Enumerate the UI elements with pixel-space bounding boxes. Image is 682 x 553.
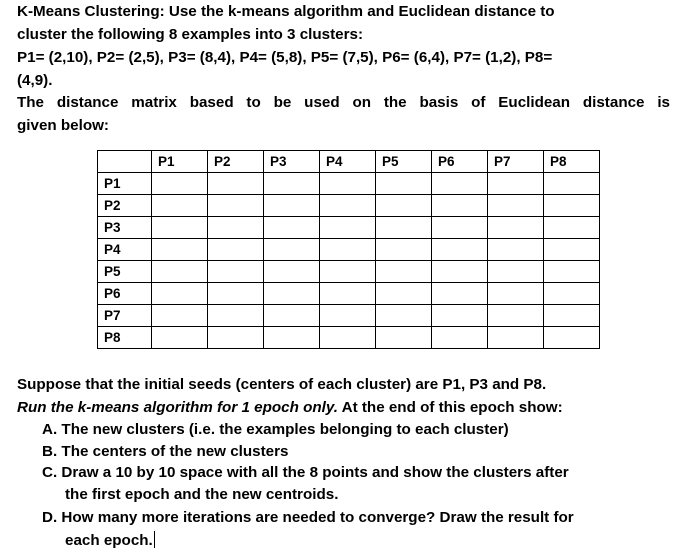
task-line-1: Suppose that the initial seeds (centers of each cluster) are P1, P3 and P8. (17, 376, 547, 393)
list-item-text: The new clusters (i.e. the examples belonging to each cluster) (61, 421, 509, 438)
matrix-empty-cell (208, 261, 264, 283)
problem-title: K-Means Clustering: (17, 3, 165, 20)
matrix-empty-cell (208, 173, 264, 195)
matrix-row (98, 239, 600, 261)
matrix-empty-cell (264, 327, 320, 349)
list-item-text: Draw a 10 by 10 space with all the 8 points and show the clusters after (61, 464, 569, 481)
matrix-empty-cell (320, 239, 376, 261)
matrix-empty-cell (320, 195, 376, 217)
list-item-c (42, 463, 569, 483)
matrix-empty-cell (320, 283, 376, 305)
matrix-row-header: P3 (98, 217, 152, 239)
task-instruction-italic: Run the k-means algorithm for 1 epoch only. (17, 399, 338, 416)
matrix-intro-line-2: given below: (17, 117, 109, 134)
matrix-row (98, 327, 600, 349)
matrix-empty-cell (432, 173, 488, 195)
matrix-empty-cell (544, 261, 600, 283)
matrix-col-header: P7 (488, 151, 544, 173)
matrix-empty-cell (544, 239, 600, 261)
matrix-empty-cell (544, 283, 600, 305)
matrix-empty-cell (376, 305, 432, 327)
matrix-empty-cell (152, 173, 208, 195)
matrix-col-header: P4 (320, 151, 376, 173)
matrix-empty-cell (152, 217, 208, 239)
intro-line-1 (17, 2, 555, 22)
matrix-row-header: P7 (98, 305, 152, 327)
matrix-empty-cell (152, 261, 208, 283)
list-item-d (42, 508, 574, 528)
matrix-empty-cell (488, 305, 544, 327)
matrix-empty-cell (208, 283, 264, 305)
matrix-body (98, 173, 600, 349)
matrix-empty-cell (544, 305, 600, 327)
matrix-empty-cell (264, 283, 320, 305)
matrix-empty-cell (376, 173, 432, 195)
list-item-d-continued-text: each epoch. (65, 532, 153, 549)
task-line-2-text: At the end of this epoch show: (337, 399, 563, 416)
matrix-col-header: P3 (264, 151, 320, 173)
matrix-empty-cell (432, 239, 488, 261)
matrix-empty-cell (544, 173, 600, 195)
list-item-a (42, 420, 509, 440)
matrix-col-header: P5 (376, 151, 432, 173)
list-marker: D. (42, 509, 58, 526)
matrix-empty-cell (488, 239, 544, 261)
matrix-empty-cell (544, 217, 600, 239)
list-marker: C. (42, 464, 58, 481)
matrix-empty-cell (264, 239, 320, 261)
matrix-row-header: P6 (98, 283, 152, 305)
matrix-empty-cell (432, 327, 488, 349)
matrix-row-header: P1 (98, 173, 152, 195)
matrix-empty-cell (264, 195, 320, 217)
list-marker: A. (42, 421, 58, 438)
matrix-empty-cell (152, 305, 208, 327)
matrix-empty-cell (376, 261, 432, 283)
matrix-empty-cell (208, 195, 264, 217)
matrix-empty-cell (432, 217, 488, 239)
matrix-col-header: P6 (432, 151, 488, 173)
matrix-empty-cell (488, 217, 544, 239)
intro-line-1-text: Use the k-means algorithm and Euclidean distance to (164, 3, 555, 20)
matrix-empty-cell (264, 305, 320, 327)
matrix-col-header: P8 (544, 151, 600, 173)
matrix-empty-cell (208, 217, 264, 239)
matrix-col-header: P1 (152, 151, 208, 173)
matrix-empty-cell (152, 283, 208, 305)
matrix-header-row (98, 151, 600, 173)
matrix-empty-cell (432, 283, 488, 305)
matrix-empty-cell (432, 195, 488, 217)
matrix-empty-cell (376, 217, 432, 239)
list-item-b (42, 442, 288, 462)
points-list: P1= (2,10), P2= (2,5), P3= (8,4), P4= (5,8), P5= (7,5), P6= (6,4), P7= (1,2), P8= (17, 49, 553, 66)
list-item-text: How many more iterations are needed to converge? Draw the result for (61, 509, 574, 526)
matrix-row (98, 261, 600, 283)
list-item-d-continued (65, 531, 155, 551)
matrix-empty-cell (320, 173, 376, 195)
matrix-row-header: P2 (98, 195, 152, 217)
points-list-continued: (4,9). (17, 72, 53, 89)
matrix-empty-cell (488, 173, 544, 195)
matrix-empty-cell (544, 195, 600, 217)
matrix-row-header: P5 (98, 261, 152, 283)
matrix-row (98, 283, 600, 305)
matrix-empty-cell (376, 195, 432, 217)
matrix-empty-cell (320, 261, 376, 283)
matrix-empty-cell (432, 261, 488, 283)
matrix-empty-cell (320, 217, 376, 239)
matrix-empty-cell (488, 283, 544, 305)
matrix-row (98, 195, 600, 217)
matrix-empty-cell (208, 305, 264, 327)
matrix-empty-cell (264, 173, 320, 195)
matrix-empty-cell (376, 327, 432, 349)
matrix-empty-cell (264, 217, 320, 239)
matrix-empty-cell (488, 261, 544, 283)
text-cursor (154, 531, 155, 548)
matrix-empty-cell (320, 327, 376, 349)
matrix-row-header: P8 (98, 327, 152, 349)
matrix-row (98, 173, 600, 195)
matrix-col-header: P2 (208, 151, 264, 173)
matrix-empty-cell (152, 327, 208, 349)
matrix-empty-cell (320, 305, 376, 327)
intro-line-2: cluster the following 8 examples into 3 clusters: (17, 26, 364, 43)
matrix-empty-cell (488, 327, 544, 349)
matrix-empty-cell (152, 195, 208, 217)
list-item-text: The centers of the new clusters (61, 443, 289, 460)
matrix-row (98, 217, 600, 239)
matrix-empty-cell (376, 283, 432, 305)
matrix-row (98, 305, 600, 327)
matrix-empty-cell (432, 305, 488, 327)
distance-matrix-table (97, 150, 600, 349)
matrix-empty-cell (208, 239, 264, 261)
matrix-empty-cell (264, 261, 320, 283)
matrix-empty-cell (376, 239, 432, 261)
list-marker: B. (42, 443, 58, 460)
matrix-empty-cell (152, 239, 208, 261)
matrix-row-header: P4 (98, 239, 152, 261)
matrix-corner-cell (98, 151, 152, 173)
list-item-c-continued: the first epoch and the new centroids. (65, 486, 339, 503)
matrix-empty-cell (488, 195, 544, 217)
matrix-empty-cell (208, 327, 264, 349)
matrix-intro-line: The distance matrix based to be used on the basis of Euclidean distance is (17, 94, 670, 111)
matrix-empty-cell (544, 327, 600, 349)
task-line-2 (17, 398, 563, 418)
